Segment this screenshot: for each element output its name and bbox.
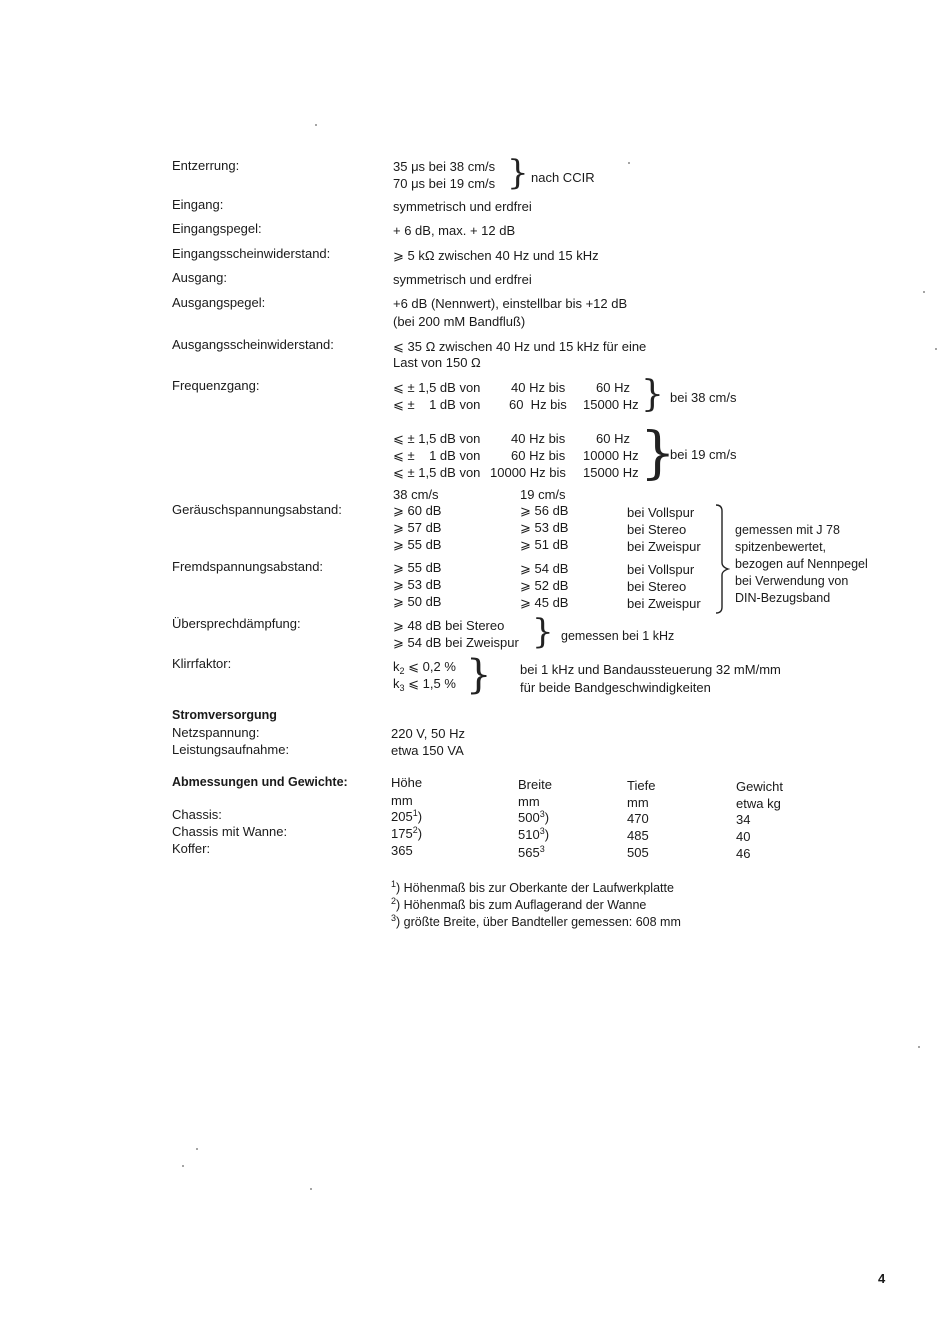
label-klirrfaktor: Klirrfaktor: [172,656,232,671]
power-netz-value: 220 V, 50 Hz [391,726,465,741]
dimensions-row-2-hoehe-ref: 2 [412,825,418,835]
footnote-2-text: ) Höhenmaß bis zum Auflagerand der Wanne [396,898,647,912]
freq38-row-2-to: 15000 Hz [583,397,639,412]
fremd-row-3-mode: bei Zweispur [627,596,701,611]
freq38-row-2-tolerance: ⩽ ± 1 dB von [393,397,481,412]
freq19-row-1-from: 40 Hz bis [511,431,566,446]
freq38-speed: bei 38 cm/s [670,390,737,405]
ausgangsscheinwiderstand-line-1: ⩽ 35 Ω zwischen 40 Hz und 15 kHz für eine [393,339,647,354]
freq38-brace: } [641,374,664,415]
label-ausgang: Ausgang: [172,270,227,285]
geraeusch-row-2-mode: bei Stereo [627,522,687,537]
freq38-row-2-from: 60 Hz bis [509,397,567,412]
fremd-row-1-mode: bei Vollspur [627,562,695,577]
entzerrung-line-1: 35 μs bei 38 cm/s [393,159,496,174]
freq19-row-3-from: 10000 Hz bis [490,465,566,480]
geraeusch-row-2-38: ⩾ 57 dB [393,520,442,535]
geraeusch-row-1-19: ⩾ 56 dB [520,503,569,518]
dimensions-row-3-breite [518,845,545,859]
geraeusch-row-1-38: ⩾ 60 dB [393,503,442,518]
dimensions-row-1-hoehe [391,809,422,823]
dimensions-unit-hoehe: mm [391,793,413,808]
dimensions-row-2-label: Chassis mit Wanne: [172,824,288,839]
geraeusch-row-1-mode: bei Vollspur [627,505,695,520]
geraeusch-row-3-19: ⩾ 51 dB [520,537,569,552]
scan-speck [196,1148,198,1150]
dimensions-header-gewicht: Gewicht [736,779,783,794]
scan-speck [315,124,317,126]
power-heading: Stromversorgung [172,708,277,722]
noise-note-brace [706,503,730,615]
label-entzerrung: Entzerrung: [172,158,240,173]
dimensions-row-3-hoehe-value: 365 [391,843,413,858]
footnote-2-mark: 2 [391,896,397,906]
dimensions-row-2-tiefe: 485 [627,828,649,843]
fremd-row-2-38: ⩾ 53 dB [393,577,442,592]
dimensions-row-1-gewicht: 34 [736,812,751,827]
dimensions-row-1-breite-value: 500 [518,810,540,825]
uebersprech-line-2: ⩾ 54 dB bei Zweispur [393,635,519,650]
label-geraeuschspannungsabstand: Geräuschspannungsabstand: [172,502,342,517]
freq19-brace: } [640,421,676,486]
dimensions-row-2-breite-value: 510 [518,827,540,842]
dimensions-row-1-breite [518,810,549,824]
freq38-row-1-from: 40 Hz bis [511,380,566,395]
fremd-row-1-38: ⩾ 55 dB [393,560,442,575]
scan-speck [182,1165,184,1167]
freq19-row-2-tolerance: ⩽ ± 1 dB von [393,448,481,463]
uebersprech-line-1: ⩾ 48 dB bei Stereo [393,618,505,633]
dimensions-row-2-breite-ref: 3 [539,826,545,836]
label-ausgangsscheinwiderstand: Ausgangsscheinwiderstand: [172,337,334,352]
klirr-k3 [393,677,456,693]
noise-header-19: 19 cm/s [520,487,566,502]
label-frequenzgang: Frequenzgang: [172,378,260,393]
footnote-2 [391,897,646,912]
footnote-3-text: ) größte Breite, über Bandteller gemessen: 608 mm [396,915,681,929]
dimensions-header-tiefe: Tiefe [627,778,656,793]
freq19-row-3-tolerance: ⩽ ± 1,5 dB von [393,465,481,480]
klirr-k3-subscript: 3 [399,683,405,693]
footnote-1-mark: 1 [391,879,397,889]
entzerrung-note: nach CCIR [531,170,595,185]
freq19-row-1-tolerance: ⩽ ± 1,5 dB von [393,431,481,446]
noise-note-line-2: spitzenbewertet, [735,540,827,554]
klirr-k3-value: ⩽ 1,5 % [408,676,456,691]
ausgangspegel-line-2: (bei 200 mM Bandfluß) [393,314,526,329]
noise-note-line-5: DIN-Bezugsband [735,591,831,605]
power-netz-label: Netzspannung: [172,725,260,740]
dimensions-row-1-hoehe-suffix: ) [417,809,423,824]
eingangsscheinwiderstand-value: ⩾ 5 kΩ zwischen 40 Hz und 15 kHz [393,248,599,263]
dimensions-header-breite: Breite [518,777,552,792]
dimensions-header-hoehe: Höhe [391,775,423,790]
noise-note-line-3: bezogen auf Nennpegel [735,557,868,571]
power-leistung-label: Leistungsaufnahme: [172,742,290,757]
dimensions-row-1-hoehe-value: 205 [391,809,413,824]
page-number: 4 [878,1271,886,1286]
scan-speck [935,348,937,350]
dimensions-row-1-label: Chassis: [172,807,222,822]
freq19-row-3-to: 15000 Hz [583,465,639,480]
dimensions-row-3-hoehe [391,844,413,857]
fremd-row-3-38: ⩾ 50 dB [393,594,442,609]
eingang-value: symmetrisch und erdfrei [393,199,532,214]
label-eingang: Eingang: [172,197,224,212]
uebersprech-note: gemessen bei 1 kHz [561,629,675,643]
freq19-row-1-to: 60 Hz [596,431,630,446]
noise-note-line-1: gemessen mit J 78 [735,523,840,537]
fremd-row-2-mode: bei Stereo [627,579,687,594]
ausgangspegel-line-1: +6 dB (Nennwert), einstellbar bis +12 dB [393,296,628,311]
fremd-row-1-19: ⩾ 54 dB [520,561,569,576]
noise-header-38: 38 cm/s [393,487,439,502]
dimensions-row-1-breite-suffix: ) [544,810,550,825]
klirr-k2-letter: k [393,659,400,674]
freq19-row-2-to: 10000 Hz [583,448,639,463]
fremd-row-2-19: ⩾ 52 dB [520,578,569,593]
footnote-1 [391,880,674,895]
power-leistung-value: etwa 150 VA [391,743,464,758]
freq19-speed: bei 19 cm/s [670,447,737,462]
dimensions-unit-gewicht: etwa kg [736,796,781,811]
freq38-row-1-to: 60 Hz [596,380,630,395]
freq19-row-2-from: 60 Hz bis [511,448,566,463]
dimensions-heading: Abmessungen und Gewichte: [172,775,348,789]
klirr-note-1: bei 1 kHz und Bandaussteuerung 32 mM/mm [520,662,781,677]
entzerrung-brace: } [507,153,529,193]
label-ausgangspegel: Ausgangspegel: [172,295,266,310]
dimensions-row-2-gewicht: 40 [736,829,751,844]
dimensions-unit-tiefe: mm [627,795,649,810]
dimensions-row-3-breite-ref: 3 [539,844,545,854]
ausgangsscheinwiderstand-line-2: Last von 150 Ω [393,355,481,370]
ausgang-value: symmetrisch und erdfrei [393,272,532,287]
dimensions-row-3-breite-value: 565 [518,845,540,860]
dimensions-row-2-breite [518,827,549,841]
noise-note-line-4: bei Verwendung von [735,574,849,588]
dimensions-row-2-hoehe-value: 175 [391,826,413,841]
dimensions-row-3-gewicht: 46 [736,846,751,861]
geraeusch-row-2-19: ⩾ 53 dB [520,520,569,535]
dimensions-row-3-tiefe: 505 [627,845,649,860]
footnote-3 [391,914,681,929]
footnote-1-text: ) Höhenmaß bis zur Oberkante der Laufwerkplatte [396,881,674,895]
klirr-k2-subscript: 2 [399,666,405,676]
dimensions-row-1-breite-ref: 3 [539,809,545,819]
freq38-row-1-tolerance: ⩽ ± 1,5 dB von [393,380,481,395]
dimensions-row-2-hoehe-suffix: ) [417,826,423,841]
eingangspegel-value: + 6 dB, max. + 12 dB [393,223,516,238]
label-uebersprechdaempfung: Übersprechdämpfung: [172,616,301,631]
klirr-k2-value: ⩽ 0,2 % [408,659,456,674]
entzerrung-line-2: 70 μs bei 19 cm/s [393,176,496,191]
scan-speck [628,162,630,164]
dimensions-unit-breite: mm [518,794,540,809]
scan-speck [923,291,925,293]
dimensions-row-3-label: Koffer: [172,841,211,856]
dimensions-row-1-hoehe-ref: 1 [412,808,418,818]
scan-speck [310,1188,312,1190]
klirr-k2 [393,660,456,676]
footnote-3-mark: 3 [391,913,397,923]
uebersprech-brace: } [532,612,554,652]
klirr-brace: } [466,652,492,698]
label-eingangsscheinwiderstand: Eingangsscheinwiderstand: [172,246,331,261]
geraeusch-row-3-38: ⩾ 55 dB [393,537,442,552]
dimensions-row-2-hoehe [391,826,422,840]
fremd-row-3-19: ⩾ 45 dB [520,595,569,610]
label-fremdspannungsabstand: Fremdspannungsabstand: [172,559,324,574]
klirr-note-2: für beide Bandgeschwindigkeiten [520,680,711,695]
klirr-k3-letter: k [393,676,400,691]
dimensions-row-2-breite-suffix: ) [544,827,550,842]
label-eingangspegel: Eingangspegel: [172,221,262,236]
dimensions-row-1-tiefe: 470 [627,811,649,826]
geraeusch-row-3-mode: bei Zweispur [627,539,701,554]
scan-speck [918,1046,920,1048]
